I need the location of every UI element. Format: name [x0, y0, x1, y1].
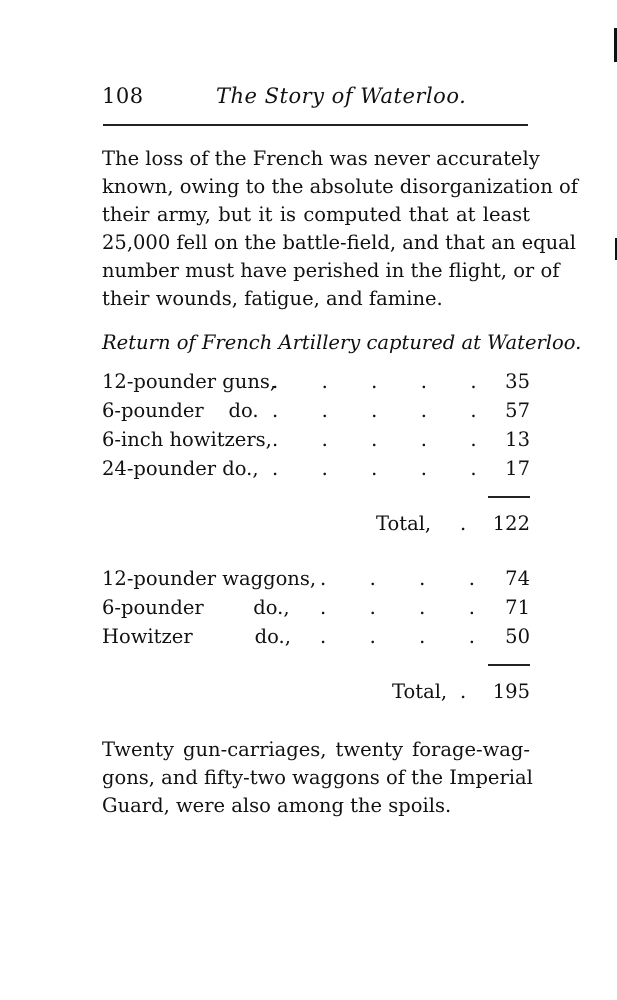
leader-dots: . . . . . — [272, 370, 477, 393]
table-row — [102, 399, 530, 427]
paragraph-line: number must have perished in the flight, or of — [102, 259, 560, 282]
row-value: 17 — [505, 457, 530, 480]
paragraph-line: their wounds, fatigue, and famine. — [102, 287, 443, 310]
total-value: 195 — [492, 680, 530, 703]
table-row — [102, 625, 530, 653]
total-dot: . — [460, 680, 467, 703]
table-row — [102, 370, 530, 398]
row-label: 12-pounder guns, — [102, 370, 277, 393]
sum-rule — [488, 664, 530, 666]
leader-dots: . . . . . — [272, 457, 477, 480]
table-row — [102, 457, 530, 485]
leader-dots: . . . . — [320, 596, 475, 619]
header-rule — [103, 124, 528, 126]
row-value: 57 — [505, 399, 530, 422]
paragraph-spoils — [102, 736, 533, 820]
row-label: 6-pounder do. — [102, 399, 259, 422]
sum-rule — [488, 496, 530, 498]
total-label: Total, — [392, 680, 448, 703]
table-row — [102, 567, 530, 595]
total-row — [392, 680, 530, 708]
table-title: Return of French Artillery captured at Waterloo. — [102, 331, 582, 354]
leader-dots: . . . . — [320, 567, 475, 590]
running-title: The Story of Waterloo. — [216, 84, 467, 108]
row-value: 74 — [505, 567, 530, 590]
page-number: 108 — [102, 84, 144, 108]
paragraph-line: Twenty gun-carriages, twenty forage-wag- — [102, 738, 530, 761]
leader-dots: . . . . . — [272, 399, 477, 422]
leader-dots: . . . . — [320, 625, 475, 648]
row-value: 13 — [505, 428, 530, 451]
paragraph-line: 25,000 fell on the battle-field, and that an equal — [102, 231, 577, 254]
table-row — [102, 428, 530, 456]
row-label: Howitzer do., — [102, 625, 291, 648]
total-label: Total, — [376, 512, 432, 535]
paragraph-line: gons, and fifty-two waggons of the Imperial — [102, 766, 533, 789]
paragraph-loss — [102, 145, 578, 313]
row-value: 71 — [505, 596, 530, 619]
table-row — [102, 596, 530, 624]
total-dot: . — [460, 512, 467, 535]
total-value: 122 — [492, 512, 530, 535]
paragraph-line: The loss of the French was never accurately — [102, 147, 540, 170]
paragraph-line: their army, but it is computed that at least — [102, 203, 530, 226]
total-row — [376, 512, 530, 540]
leader-dots: . . . . . — [272, 428, 477, 451]
row-value: 50 — [505, 625, 530, 648]
paragraph-line: known, owing to the absolute disorganization of — [102, 175, 578, 198]
row-label: 6-pounder do., — [102, 596, 290, 619]
row-label: 6-inch howitzers, — [102, 428, 272, 451]
row-value: 35 — [505, 370, 530, 393]
row-label: 24-pounder do., — [102, 457, 259, 480]
paragraph-line: Guard, were also among the spoils. — [102, 794, 452, 817]
row-label: 12-pounder waggons, — [102, 567, 317, 590]
